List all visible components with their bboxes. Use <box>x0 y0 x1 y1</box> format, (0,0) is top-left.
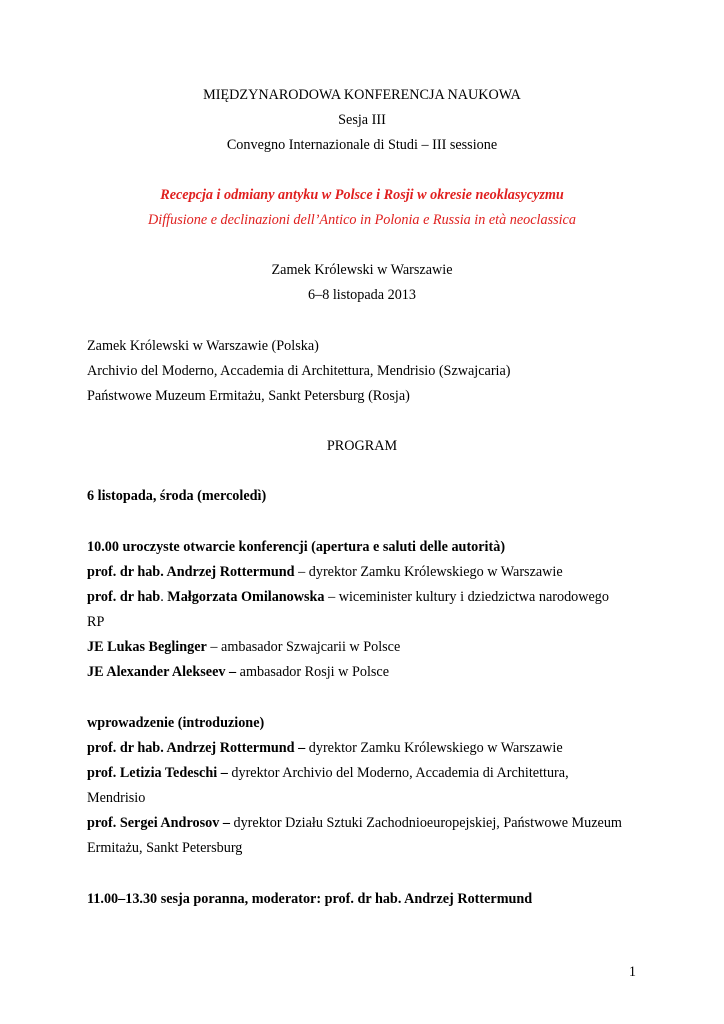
morning-session-heading: 11.00–13.30 sesja poranna, moderator: prof. dr hab. Andrzej Rottermund <box>87 891 533 907</box>
speaker-role: – dyrektor Zamku Królewskiego w Warszawie <box>294 564 563 580</box>
venue-place: Zamek Królewski w Warszawie <box>271 262 453 278</box>
speaker-name: JE Alexander Alekseev – <box>87 664 237 680</box>
opening-speaker-2 <box>87 588 609 606</box>
intro-speaker-3-continued: Ermitażu, Sankt Petersburg <box>87 840 243 856</box>
speaker-role: – ambasador Szwajcarii w Polsce <box>206 639 401 655</box>
conference-title: MIĘDZYNARODOWA KONFERENCJA NAUKOWA <box>203 87 521 103</box>
opening-speaker-2-continued: RP <box>87 614 105 630</box>
speaker-role: dyrektor Zamku Królewskiego w Warszawie <box>305 740 563 756</box>
intro-heading: wprowadzenie (introduzione) <box>87 715 265 731</box>
speaker-role: dyrektor Archivio del Moderno, Accademia di Architettura, <box>227 765 569 781</box>
session-label-italian: Convegno Internazionale di Studi – III sessione <box>226 137 498 153</box>
page-number: 1 <box>628 964 636 980</box>
speaker-name: prof. Sergei Androsov – <box>87 815 230 831</box>
organizer-1: Zamek Królewski w Warszawie (Polska) <box>87 338 319 354</box>
speaker-name: JE Lukas Beglinger <box>87 639 207 655</box>
intro-speaker-3 <box>87 814 622 832</box>
speaker-role: dyrektor Działu Sztuki Zachodnioeuropejskiej, Państwowe Muzeum <box>229 815 622 831</box>
speaker-role: ambasador Rosji w Polsce <box>236 664 389 680</box>
intro-speaker-2-continued: Mendrisio <box>87 790 146 806</box>
speaker-name: Małgorzata Omilanowska <box>167 589 325 605</box>
program-heading: PROGRAM <box>326 438 398 454</box>
intro-speaker-2 <box>87 764 569 782</box>
opening-speaker-1 <box>87 563 563 581</box>
organizer-2: Archivio del Moderno, Accademia di Architettura, Mendrisio (Szwajcaria) <box>87 363 511 379</box>
organizer-3: Państwowe Muzeum Ermitażu, Sankt Petersburg (Rosja) <box>87 388 410 404</box>
speaker-title-dot: . <box>160 589 168 605</box>
speaker-name: prof. dr hab. Andrzej Rottermund <box>87 564 295 580</box>
speaker-role: – wiceminister kultury i dziedzictwa narodowego <box>324 589 609 605</box>
speaker-name: prof. Letizia Tedeschi – <box>87 765 228 781</box>
intro-speaker-1 <box>87 739 563 757</box>
speaker-name: prof. dr hab. Andrzej Rottermund – <box>87 740 306 756</box>
venue-dates: 6–8 listopada 2013 <box>308 287 416 303</box>
subtitle-polish: Recepcja i odmiany antyku w Polsce i Rosji w okresie neoklasycyzmu <box>160 187 564 203</box>
day-heading: 6 listopada, środa (mercoledì) <box>87 488 267 504</box>
opening-speaker-4 <box>87 663 389 681</box>
speaker-title: prof. dr hab <box>87 589 161 605</box>
subtitle-italian: Diffusione e declinazioni dell’Antico in Polonia e Russia in età neoclassica <box>148 212 576 228</box>
session-label: Sesja III <box>338 112 386 128</box>
opening-heading: 10.00 uroczyste otwarcie konferencji (apertura e saluti delle autorità) <box>87 539 506 555</box>
opening-speaker-3 <box>87 638 400 656</box>
